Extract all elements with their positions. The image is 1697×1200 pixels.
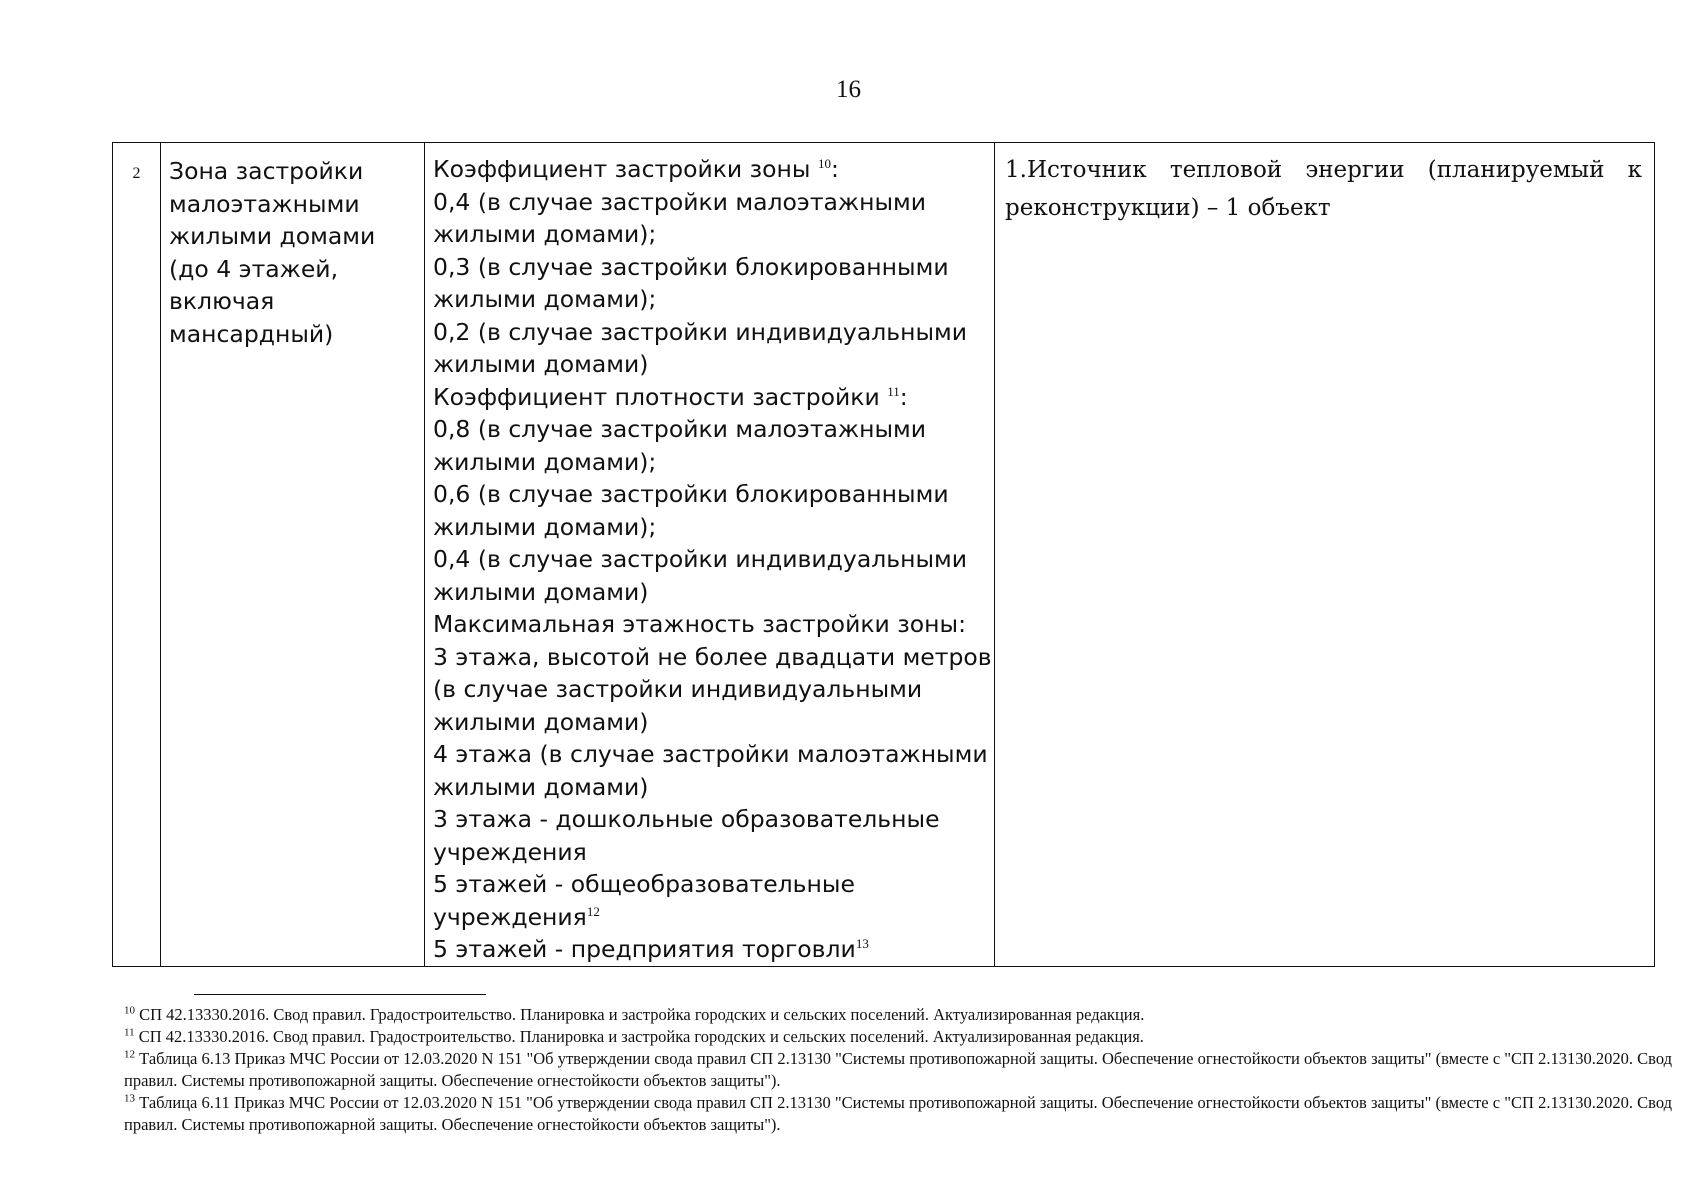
parameter-line	[433, 543, 988, 576]
parameter-text: 3 этажа - дошкольные образовательные	[433, 805, 940, 833]
parameter-text: жилыми домами);	[433, 512, 657, 541]
footnote-mark: 13	[124, 1092, 135, 1105]
parameter-text: 3 этажа, высотой не более двадцати метров	[433, 642, 992, 671]
zone-regulations-table	[112, 142, 1655, 967]
parameter-text: учреждения	[433, 837, 587, 866]
parameter-text: жилыми домами);	[433, 447, 657, 476]
parameter-line	[433, 511, 988, 544]
parameter-line	[433, 706, 988, 739]
parameter-line	[433, 381, 988, 414]
parameter-line	[433, 218, 988, 251]
footnote-separator	[194, 994, 486, 995]
zone-parameters-cell	[425, 143, 995, 967]
parameter-text: 0,4 (в случае застройки малоэтажными	[433, 187, 927, 216]
footnote-item	[124, 1004, 1672, 1026]
parameter-line	[433, 901, 988, 934]
parameter-line	[433, 803, 988, 836]
parameter-line	[433, 836, 988, 869]
parameter-punctuation: :	[830, 155, 839, 183]
parameter-text: 0,4 (в случае застройки индивидуальными	[433, 545, 968, 573]
footnote-item	[124, 1026, 1672, 1048]
parameter-line	[433, 413, 988, 446]
parameter-line	[433, 608, 988, 641]
footnotes	[124, 1004, 1672, 1136]
parameter-text: 0,2 (в случае застройки индивидуальными	[433, 317, 968, 346]
table-row	[113, 143, 1655, 967]
parameter-text: жилыми домами);	[433, 220, 657, 248]
footnote-mark: 11	[124, 1026, 135, 1039]
footnote-text: СП 42.13330.2016. Свод правил. Градостроительство. Планировка и застройка городских и сельских поселений. Актуализированная редакция.	[134, 1027, 1144, 1046]
footnote-reference[interactable]: 10	[817, 156, 831, 172]
parameter-punctuation: :	[899, 382, 908, 411]
parameter-line	[433, 316, 988, 349]
zone-name-cell: Зона застройки малоэтажными жилыми домами (до 4 этажей, включая мансардный)	[161, 143, 425, 967]
footnote-mark: 10	[124, 1004, 135, 1017]
footnote-mark: 12	[124, 1048, 135, 1061]
parameter-text: жилыми домами)	[433, 350, 649, 378]
parameter-text: жилыми домами)	[433, 707, 649, 736]
footnote-text: Таблица 6.13 Приказ МЧС России от 12.03.2020 N 151 "Об утверждении свода правил СП 2.13130 "Системы противопожарной защиты. Обеспечение огнестойкости объектов защиты" (вместе с "СП 2.13130.2020. Свод правил. Системы противопожарной защиты. Обеспечение огнестойкости объектов защиты").	[124, 1049, 1672, 1090]
parameter-text: Коэффициент застройки зоны	[433, 155, 818, 183]
parameter-line	[433, 771, 988, 804]
footnote-text: Таблица 6.11 Приказ МЧС России от 12.03.2020 N 151 "Об утверждении свода правил СП 2.13130 "Системы противопожарной защиты. Обеспечение огнестойкости объектов защиты" (вместе с "СП 2.13130.2020. Свод правил. Системы противопожарной защиты. Обеспечение огнестойкости объектов защиты").	[124, 1093, 1672, 1134]
parameter-line	[433, 283, 988, 316]
parameter-text: 0,3 (в случае застройки блокированными	[433, 252, 949, 281]
footnote-item	[124, 1048, 1672, 1092]
footnote-text: СП 42.13330.2016. Свод правил. Градостроительство. Планировка и застройка городских и сельских поселений. Актуализированная редакция.	[135, 1005, 1145, 1024]
parameter-line	[433, 641, 992, 674]
parameter-text: 0,8 (в случае застройки малоэтажными	[433, 415, 927, 443]
parameter-line	[433, 478, 988, 511]
footnote-reference[interactable]: 13	[855, 936, 869, 952]
planned-objects-cell: 1.Источник тепловой энергии (планируемый к реконструкции) – 1 объект	[995, 143, 1655, 967]
parameter-line	[433, 738, 988, 771]
parameter-line	[433, 186, 988, 219]
footnote-item	[124, 1092, 1672, 1136]
parameter-text: (в случае застройки индивидуальными	[433, 675, 923, 703]
footnote-reference[interactable]: 12	[586, 903, 600, 919]
page-number: 16	[836, 76, 861, 103]
row-number-cell: 2	[113, 143, 161, 967]
parameter-text: жилыми домами);	[433, 285, 657, 313]
parameters-list	[433, 153, 992, 966]
parameter-text: 5 этажей - предприятия торговли	[433, 935, 856, 963]
parameter-text: 0,6 (в случае застройки блокированными	[433, 480, 949, 508]
parameter-text: жилыми домами)	[433, 577, 649, 606]
parameter-line	[433, 251, 988, 284]
parameter-line	[433, 673, 988, 706]
parameter-text: жилыми домами)	[433, 772, 649, 801]
parameter-line	[433, 933, 988, 966]
parameter-line	[433, 153, 988, 186]
parameter-text: Коэффициент плотности застройки	[433, 382, 888, 411]
parameter-line	[433, 576, 988, 609]
footnote-reference[interactable]: 11	[887, 383, 900, 399]
parameter-text: Максимальная этажность застройки зоны:	[433, 610, 966, 638]
parameter-line	[433, 868, 988, 901]
parameter-text: учреждения	[433, 902, 587, 931]
parameter-text: 4 этажа (в случае застройки малоэтажными	[433, 740, 988, 768]
parameter-line	[433, 348, 988, 381]
parameter-text: 5 этажей - общеобразовательные	[433, 870, 855, 898]
parameter-line	[433, 446, 988, 479]
